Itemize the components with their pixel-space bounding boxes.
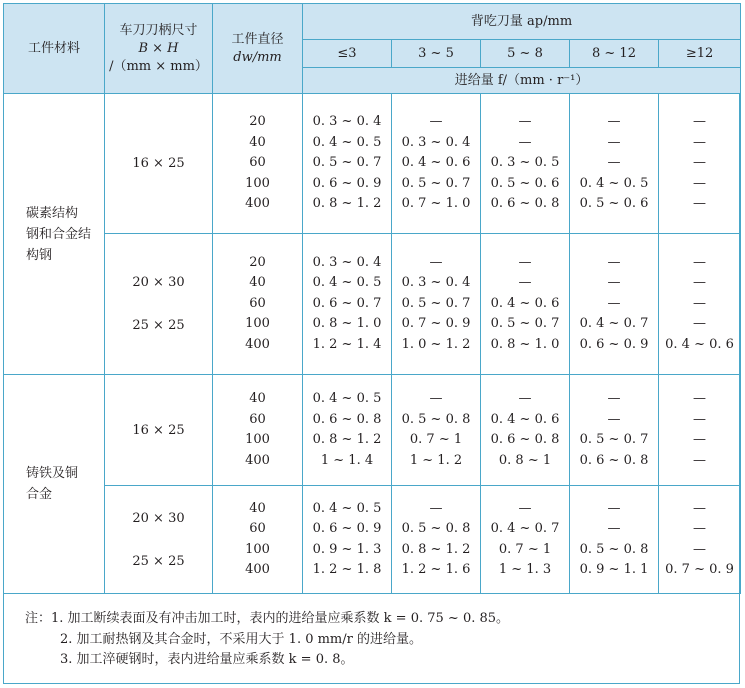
feed-value: 0. 8 ~ 1 xyxy=(498,452,552,468)
feed-value-cell xyxy=(659,234,741,375)
feed-value-cell xyxy=(570,234,659,375)
feed-value: 0. 6 ~ 0. 9 xyxy=(579,336,649,352)
feed-value: 0. 9 ~ 1. 3 xyxy=(312,541,382,557)
feed-value: 0. 5 ~ 0. 7 xyxy=(312,155,382,171)
feed-value-cell xyxy=(481,94,570,234)
feed-value: 0. 5 ~ 0. 7 xyxy=(490,316,560,332)
feed-value: 1 ~ 1. 3 xyxy=(498,562,552,577)
feed-value: — xyxy=(607,275,621,291)
header-depth: 背吃刀量 ap/mm xyxy=(303,4,741,40)
feed-value: 1. 2 ~ 1. 8 xyxy=(312,562,382,577)
feed-value-cell xyxy=(392,94,481,234)
feed-value: 0. 6 ~ 0. 8 xyxy=(312,411,382,427)
feed-value: — xyxy=(607,500,621,516)
feed-value: 0. 4 ~ 0. 7 xyxy=(579,316,649,332)
feed-value: 0. 5 ~ 0. 8 xyxy=(579,541,649,557)
header-depth-col: ≤3 xyxy=(303,40,392,68)
material-cell: 碳素结构 钢和合金结 构钢 xyxy=(4,94,105,375)
feed-value-cell xyxy=(659,486,741,594)
feed-value: — xyxy=(429,114,443,130)
feed-value: 0. 6 ~ 0. 8 xyxy=(490,432,560,447)
feed-value: 0. 5 ~ 0. 7 xyxy=(401,175,471,191)
header-diameter: 工件直径 dw/mm xyxy=(213,4,303,94)
diameter-cell: 40 60 100 400 xyxy=(213,486,303,594)
material-cell: 铸铁及铜 合金 xyxy=(4,375,105,594)
tool-size-cell: 16 × 25 xyxy=(105,94,213,234)
feed-value: 1. 0 ~ 1. 2 xyxy=(401,336,471,352)
feed-value: — xyxy=(607,411,621,427)
feed-value-cell xyxy=(392,486,481,594)
tool-size-cell: 20 × 30 25 × 25 xyxy=(105,486,213,594)
feed-value: — xyxy=(607,295,621,311)
feed-value: 0. 4 ~ 0. 7 xyxy=(490,521,560,536)
feed-value: — xyxy=(693,275,707,291)
header-depth-col: 8 ~ 12 xyxy=(570,40,659,68)
feed-value: — xyxy=(518,114,532,130)
feed-value: — xyxy=(607,134,621,150)
feed-value: 0. 3 ~ 0. 5 xyxy=(490,155,560,171)
feed-value: 0. 7 ~ 1 xyxy=(409,432,463,447)
feed-value: — xyxy=(518,391,532,406)
feed-value: 0. 6 ~ 0. 8 xyxy=(490,196,560,212)
feed-value-cell xyxy=(570,486,659,594)
feed-value-cell xyxy=(659,94,741,234)
feed-value: 0. 4 ~ 0. 6 xyxy=(665,336,734,352)
feed-value-cell xyxy=(392,375,481,486)
feed-value: — xyxy=(429,391,443,406)
feed-value: — xyxy=(693,134,707,150)
feed-value: 0. 5 ~ 0. 7 xyxy=(401,295,471,311)
table-row xyxy=(4,94,741,234)
table-notes xyxy=(3,602,740,684)
feed-value: 0. 4 ~ 0. 5 xyxy=(312,500,382,516)
feed-value: 0. 3 ~ 0. 4 xyxy=(401,134,471,150)
feed-value: — xyxy=(693,196,707,212)
feed-value-cell xyxy=(392,234,481,375)
feed-value: 0. 7 ~ 1. 0 xyxy=(401,196,471,212)
feed-value: 0. 5 ~ 0. 6 xyxy=(579,196,649,212)
note-line: 3. 加工淬硬钢时，表内进给量应乘系数 k = 0. 8。 xyxy=(60,652,354,667)
feed-value: 0. 5 ~ 0. 8 xyxy=(401,521,471,536)
note-line: 注：1. 加工断续表面及有冲击加工时，表内的进给量应乘系数 k = 0. 75 ~ 0. 85。 xyxy=(25,611,510,626)
feed-value: — xyxy=(693,432,707,447)
note-line: 2. 加工耐热钢及其合金时，不采用大于 1. 0 mm/r 的进给量。 xyxy=(60,631,422,647)
feed-value: — xyxy=(518,275,532,291)
header-depth-col: 3 ~ 5 xyxy=(392,40,481,68)
feed-value: 0. 4 ~ 0. 5 xyxy=(312,134,382,150)
feed-value: — xyxy=(429,254,443,270)
feed-value: 1 ~ 1. 4 xyxy=(320,452,374,468)
feed-value: 0. 6 ~ 0. 9 xyxy=(312,521,382,536)
feed-value: 0. 7 ~ 0. 9 xyxy=(665,562,734,577)
feed-value: — xyxy=(518,500,532,516)
feed-value: 0. 3 ~ 0. 4 xyxy=(312,114,382,130)
feed-value-cell xyxy=(481,486,570,594)
feed-value: 0. 7 ~ 1 xyxy=(498,541,552,557)
feed-value: — xyxy=(518,254,532,270)
header-feed: 进给量 f/（mm · r⁻¹） xyxy=(303,68,741,94)
feed-value: 0. 3 ~ 0. 4 xyxy=(401,275,471,291)
feed-value: 0. 5 ~ 0. 8 xyxy=(401,411,471,427)
feed-value-cell xyxy=(303,94,392,234)
header-depth-col: 5 ~ 8 xyxy=(481,40,570,68)
feed-value: 0. 5 ~ 0. 7 xyxy=(579,432,649,447)
feed-value: — xyxy=(693,175,707,191)
feed-value: 0. 4 ~ 0. 5 xyxy=(312,391,382,406)
feed-value: 0. 4 ~ 0. 5 xyxy=(312,275,382,291)
feed-value: — xyxy=(693,452,707,468)
feed-value: 0. 6 ~ 0. 7 xyxy=(312,295,382,311)
feed-value: — xyxy=(607,521,621,536)
feed-value: — xyxy=(693,500,707,516)
tool-size-cell: 20 × 30 25 × 25 xyxy=(105,234,213,375)
header-depth-col: ≥12 xyxy=(659,40,741,68)
feed-value: 0. 6 ~ 0. 9 xyxy=(312,175,382,191)
feed-value: — xyxy=(693,521,707,536)
feed-value: — xyxy=(693,114,707,130)
feed-value: — xyxy=(607,254,621,270)
feed-value: — xyxy=(693,254,707,270)
feed-value: 0. 8 ~ 1. 2 xyxy=(401,541,471,557)
feed-value: — xyxy=(607,391,621,406)
feed-value: 0. 4 ~ 0. 6 xyxy=(490,295,560,311)
feed-value-cell xyxy=(570,375,659,486)
feed-value: — xyxy=(693,541,707,557)
feed-value: 1 ~ 1. 2 xyxy=(409,452,463,468)
diameter-cell: 20 40 60 100 400 xyxy=(213,234,303,375)
feed-value: — xyxy=(518,134,532,150)
diameter-cell: 40 60 100 400 xyxy=(213,375,303,486)
feed-value-cell xyxy=(303,486,392,594)
feed-value: — xyxy=(693,411,707,427)
feed-value: 0. 4 ~ 0. 5 xyxy=(579,175,649,191)
feed-value: 1. 2 ~ 1. 6 xyxy=(401,562,471,577)
feed-value-cell xyxy=(481,375,570,486)
feed-value: 0. 9 ~ 1. 1 xyxy=(579,562,649,577)
feed-value-cell xyxy=(303,234,392,375)
table-row xyxy=(4,486,741,594)
feed-value-cell xyxy=(659,375,741,486)
feed-value-cell xyxy=(570,94,659,234)
feed-value: 0. 3 ~ 0. 4 xyxy=(312,254,382,270)
feed-value: 0. 5 ~ 0. 6 xyxy=(490,175,560,191)
feed-value: 0. 4 ~ 0. 6 xyxy=(490,411,560,427)
feed-value: — xyxy=(693,295,707,311)
feed-value: 1. 2 ~ 1. 4 xyxy=(312,336,382,352)
feed-value: — xyxy=(693,316,707,332)
feed-value: 0. 8 ~ 1. 2 xyxy=(312,196,382,212)
diameter-cell: 20 40 60 100 400 xyxy=(213,94,303,234)
feed-value: — xyxy=(429,500,443,516)
feed-value: — xyxy=(607,155,621,171)
feed-value: 0. 7 ~ 0. 9 xyxy=(401,316,471,332)
feed-value: 0. 8 ~ 1. 0 xyxy=(490,336,560,352)
feed-value-cell xyxy=(481,234,570,375)
table-row xyxy=(4,375,741,486)
feed-value: 0. 6 ~ 0. 8 xyxy=(579,452,649,468)
feed-rate-table xyxy=(3,3,741,594)
feed-value: — xyxy=(693,391,707,406)
table-row xyxy=(4,234,741,375)
tool-size-cell: 16 × 25 xyxy=(105,375,213,486)
feed-value-cell xyxy=(303,375,392,486)
feed-value: 0. 8 ~ 1. 2 xyxy=(312,432,382,447)
feed-value: — xyxy=(693,155,707,171)
feed-value: — xyxy=(607,114,621,130)
feed-value: 0. 4 ~ 0. 6 xyxy=(401,155,471,171)
feed-value: 0. 8 ~ 1. 0 xyxy=(312,316,382,332)
header-material: 工件材料 xyxy=(4,4,105,94)
header-tool-size: 车刀刀柄尺寸 B × H /（mm × mm） xyxy=(105,4,213,94)
